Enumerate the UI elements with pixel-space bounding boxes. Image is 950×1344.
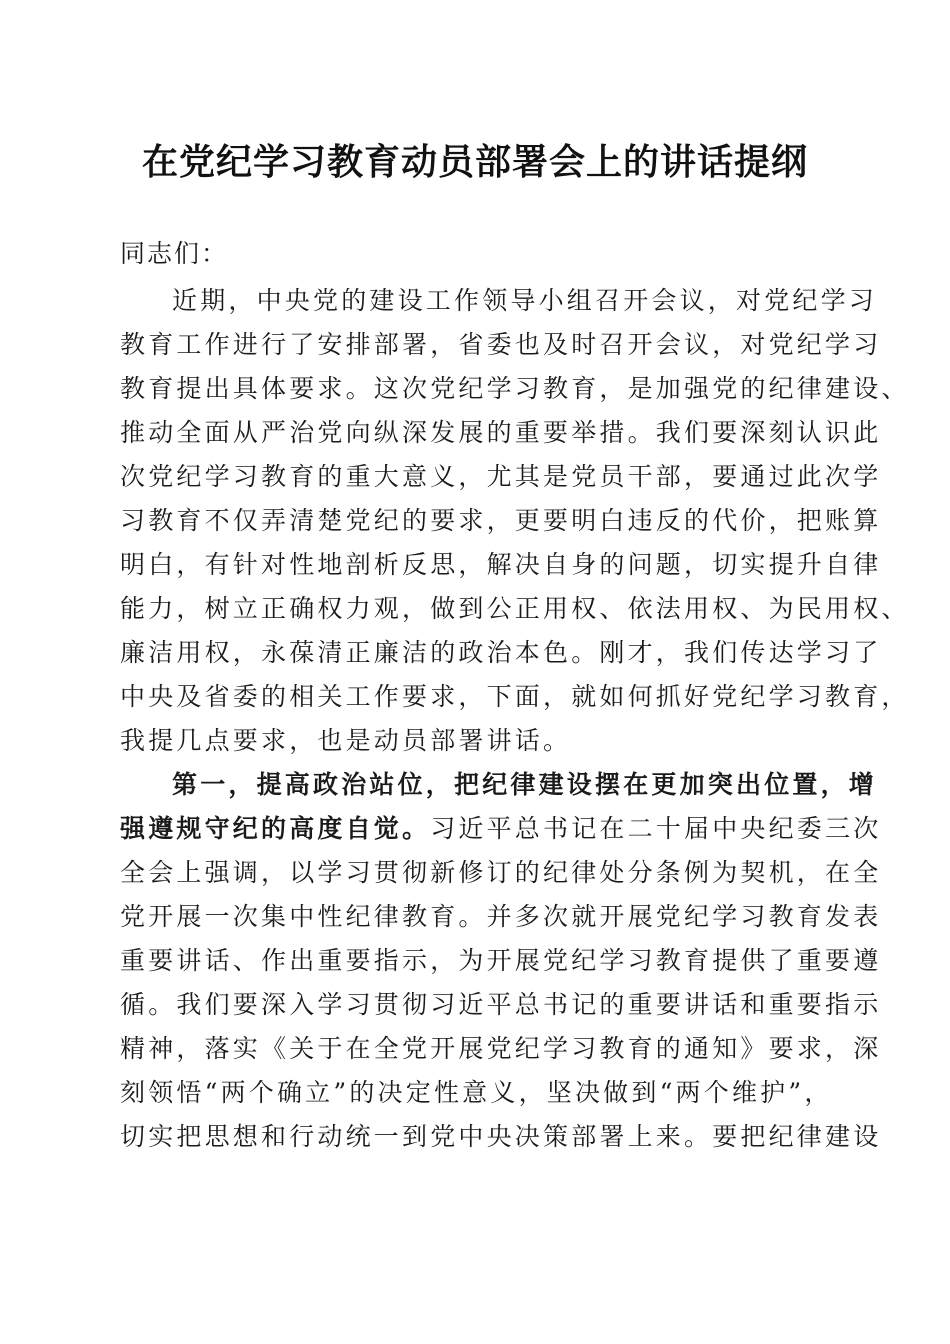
- paragraph-line: 教育提出具体要求。这次党纪学习教育，是加强党的纪律建设、: [120, 374, 910, 403]
- paragraph-line: 次党纪学习教育的重大意义，尤其是党员干部，要通过此次学: [120, 462, 882, 491]
- paragraph-line: 廉洁用权，永葆清正廉洁的政治本色。刚才，我们传达学习了: [120, 638, 882, 667]
- paragraph-line: 循。我们要深入学习贯彻习近平总书记的重要讲话和重要指示: [120, 990, 882, 1019]
- paragraph-line: 全会上强调，以学习贯彻新修订的纪律处分条例为契机，在全: [120, 858, 882, 887]
- paragraph-line: 切实把思想和行动统一到党中央决策部署上来。要把纪律建设: [120, 1122, 882, 1151]
- paragraph-line: 能力，树立正确权力观，做到公正用权、依法用权、为民用权、: [120, 594, 910, 623]
- paragraph-line: 精神，落实《关于在全党开展党纪学习教育的通知》要求，深: [120, 1034, 882, 1063]
- paragraph-line: 党开展一次集中性纪律教育。并多次就开展党纪学习教育发表: [120, 902, 882, 931]
- paragraph-line: 重要讲话、作出重要指示，为开展党纪学习教育提供了重要遵: [120, 946, 882, 975]
- paragraph-line-rest: 习近平总书记在二十届中央纪委三次: [430, 814, 882, 843]
- paragraph-line: 刻领悟“两个确立”的决定性意义，坚决做到“两个维护”，: [120, 1078, 833, 1107]
- paragraph-line: 中央及省委的相关工作要求，下面，就如何抓好党纪学习教育，: [120, 682, 910, 711]
- point-heading-tail: 强遵规守纪的高度自觉。: [120, 814, 431, 843]
- paragraph-line: 近期，中央党的建设工作领导小组召开会议，对党纪学习: [172, 286, 878, 315]
- paragraph-line: [120, 807, 882, 851]
- paragraph-line: 明白，有针对性地剖析反思，解决自身的问题，切实提升自律: [120, 550, 882, 579]
- salutation: 同志们：: [120, 239, 229, 268]
- document-body: [120, 279, 910, 1159]
- paragraph-first-point: [120, 763, 882, 1159]
- point-heading-line: 第一，提高政治站位，把纪律建设摆在更加突出位置，增: [172, 770, 878, 799]
- paragraph-intro: [120, 279, 910, 763]
- paragraph-line: 习教育不仅弄清楚党纪的要求，更要明白违反的代价，把账算: [120, 506, 882, 535]
- paragraph-line: 教育工作进行了安排部署，省委也及时召开会议，对党纪学习: [120, 330, 882, 359]
- paragraph-line: 推动全面从严治党向纵深发展的重要举措。我们要深刻认识此: [120, 418, 882, 447]
- paragraph-line: 我提几点要求，也是动员部署讲话。: [120, 726, 572, 755]
- document-title: 在党纪学习教育动员部署会上的讲话提纲: [141, 141, 808, 183]
